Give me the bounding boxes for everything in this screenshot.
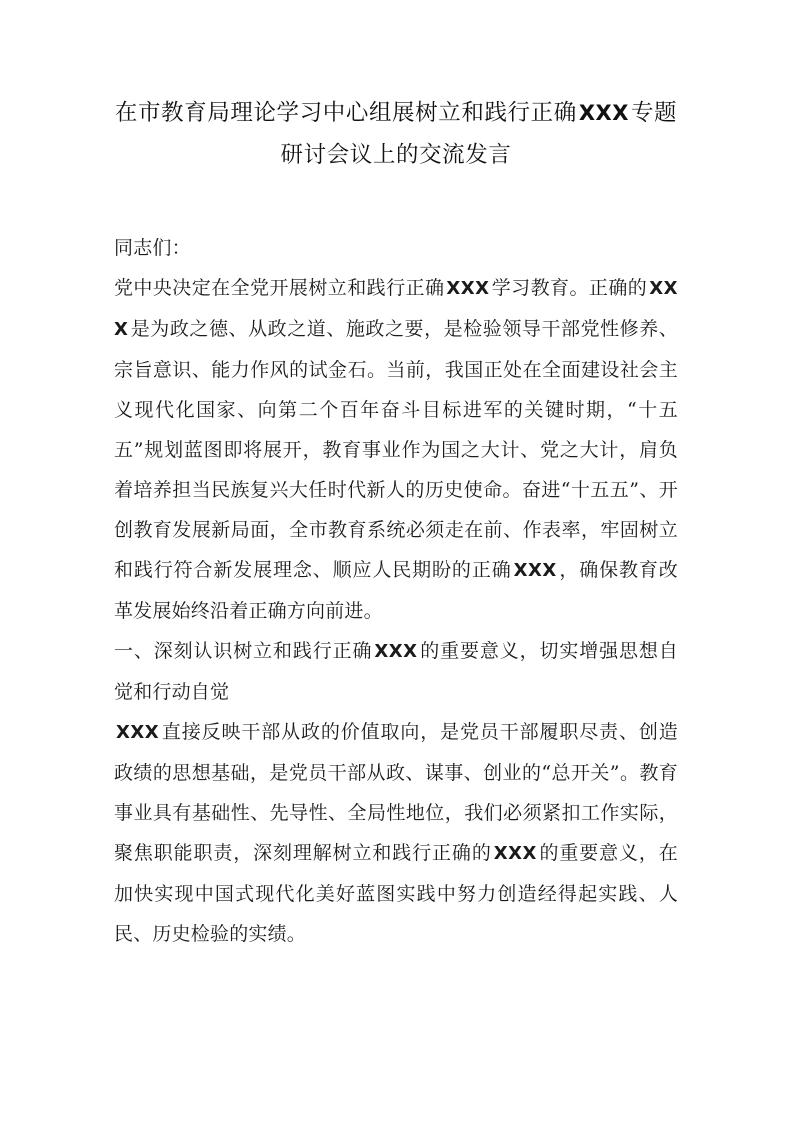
paragraph-host	[114, 228, 678, 954]
placeholder-token: XXX	[493, 843, 537, 864]
placeholder-token: XXX	[374, 641, 418, 662]
paragraph-opening: 党中央决定在全党开展树立和践行正确 XXX 学习教育。正确的 XXX 是为政之德、从政之道、施政之要，是检验领导干部党性修养、宗旨意识、能力作风的试金石。当前，我国正处在全面建设社会主义现代化国家、向第二个百年奋斗目标进军的关键时期，“十五五”规划蓝图即将展开，教育事业作为国之大计、党之大计，肩负着培养担当民族复兴大任时代新人的历史使命。奋进“十五五”、开创教育发展新局面，全市教育系统必须走在前、作表率，牢固树立和践行符合新发展理念、顺应人民期盼的正确 XXX ，确保教育改革发展始终沿着正确方向前进。	[114, 277, 678, 622]
document-body	[114, 228, 678, 954]
paragraph-section-1-body: XXX 直接反映干部从政的价值取向，是党员干部履职尽责、创造政绩的思想基础，是党员干部从政、谋事、创业的“总开关”。教育事业具有基础性、先导性、全局性地位，我们必须紧扣工作实际，聚焦职能职责，深刻理解树立和践行正确的 XXX 的重要意义，在加快实现中国式现代化美好蓝图实践中努力创造经得起实践、人民、历史检验的实绩。	[114, 721, 678, 945]
placeholder-token: XXX	[114, 278, 678, 340]
paragraph-salutation: 同志们：	[114, 237, 191, 259]
placeholder-token: XXX	[446, 278, 490, 299]
paragraph-section-1-heading: 一、深刻认识树立和践行正确 XXX 的重要意义，切实增强思想自觉和行动自觉	[114, 640, 678, 703]
placeholder-token: XXX	[578, 101, 629, 125]
page-title: 在市教育局理论学习中心组展树立和践行正确XXX专题研讨会议上的交流发言	[114, 100, 678, 168]
placeholder-token: XXX	[513, 560, 557, 581]
placeholder-token: XXX	[116, 722, 160, 743]
page-content	[114, 0, 678, 954]
